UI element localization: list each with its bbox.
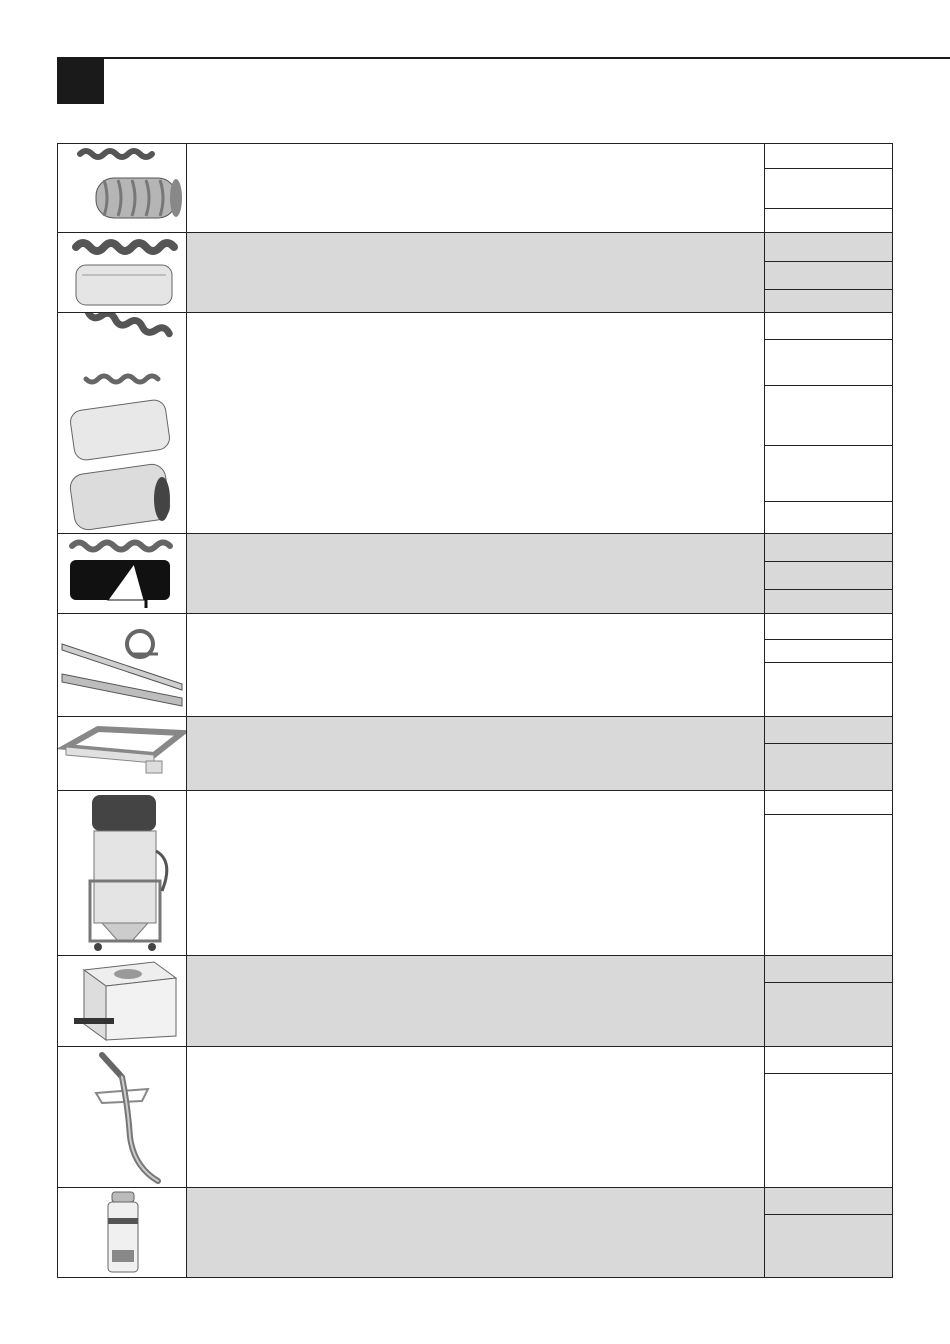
spray-lance-icon: [58, 1047, 187, 1187]
table-row: [58, 233, 892, 313]
row-codes: [765, 313, 892, 533]
table-row: [58, 313, 892, 534]
row-codes: [765, 534, 892, 613]
row-codes: [765, 233, 892, 312]
row-description: [187, 1188, 765, 1277]
row-codes: [765, 791, 892, 955]
rotor-stator-icon: [58, 534, 187, 613]
row-description: [187, 233, 765, 312]
row-description: [187, 717, 765, 790]
rotors-and-stators-icon: [58, 313, 187, 533]
table-row: [58, 534, 892, 614]
hopper-frame-icon: [58, 717, 187, 790]
row-description: [187, 144, 765, 232]
table-row: [58, 717, 892, 791]
row-codes: [765, 1047, 892, 1187]
vacuum-cleaner-icon: [58, 791, 187, 955]
row-codes: [765, 614, 892, 716]
row-description: [187, 956, 765, 1046]
rotor-stator-icon: [58, 144, 187, 232]
hopper-box-icon: [58, 956, 187, 1046]
row-description: [187, 534, 765, 613]
row-codes: [765, 956, 892, 1046]
row-description: [187, 614, 765, 716]
spray-can-icon: [58, 1188, 187, 1277]
rotor-stator-icon: [58, 233, 187, 312]
accessories-table: [57, 143, 893, 1278]
table-row: [58, 956, 892, 1047]
table-row: [58, 791, 892, 956]
row-description: [187, 313, 765, 533]
table-row: [58, 1188, 892, 1277]
row-codes: [765, 144, 892, 232]
top-rule: [57, 57, 950, 59]
table-row: [58, 1047, 892, 1188]
row-description: [187, 1047, 765, 1187]
row-codes: [765, 1188, 892, 1277]
section-badge: [57, 59, 104, 104]
row-codes: [765, 717, 892, 790]
table-row: [58, 614, 892, 717]
row-description: [187, 791, 765, 955]
table-row: [58, 144, 892, 233]
mixing-paddle-icon: [58, 614, 187, 716]
